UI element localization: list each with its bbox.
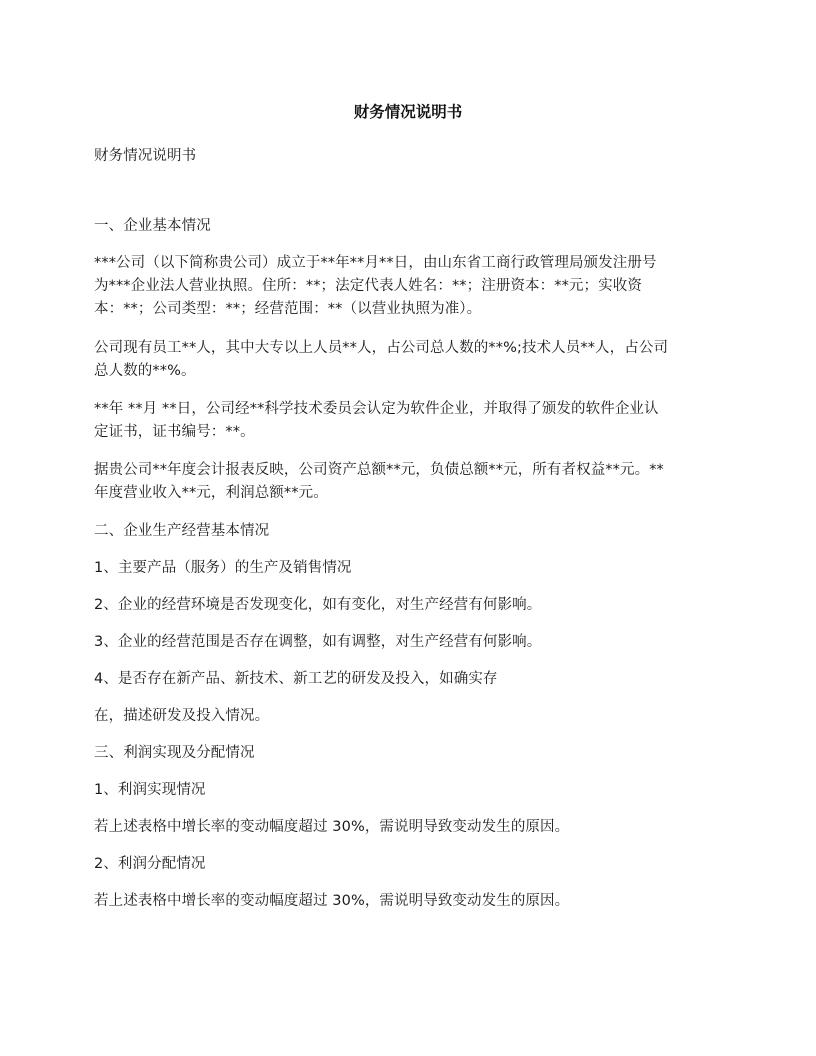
paragraph-line: 定证书，证书编号：**。 [94,424,255,440]
paragraph-line: 若上述表格中增长率的变动幅度超过 30%，需说明导致变动发生的原因。 [94,819,570,835]
paragraph-line: 公司现有员工**人，其中大专以上人员**人，占公司总人数的**%;技术人员**人，占公司 [94,340,669,356]
paragraph-line: 年度营业收入**元，利润总额**元。 [94,485,328,501]
document-subtitle: 财务情况说明书 [94,148,197,164]
document-title: 财务情况说明书 [353,103,463,121]
list-item: 2、企业的经营环境是否发现变化，如有变化，对生产经营有何影响。 [94,597,542,613]
list-item: 4、是否存在新产品、新技术、新工艺的研发及投入，如确实存 [94,671,498,687]
section-heading-profit: 三、利润实现及分配情况 [94,745,255,761]
paragraph-line: 总人数的**%。 [94,363,196,379]
section-heading-operations: 二、企业生产经营基本情况 [94,523,270,539]
paragraph-line: 为***企业法人营业执照。住所：**；法定代表人姓名：**；注册资本：**元；实收资 [94,278,642,294]
list-item: 2、利润分配情况 [94,856,206,872]
paragraph-line: ***公司（以下简称贵公司）成立于**年**月**日，由山东省工商行政管理局颁发注册号 [94,255,657,271]
paragraph-line: 若上述表格中增长率的变动幅度超过 30%，需说明导致变动发生的原因。 [94,893,570,909]
paragraph-line: **年 **月 **日，公司经**科学技术委员会认定为软件企业，并取得了颁发的软件企业认 [94,401,659,417]
list-item: 在，描述研发及投入情况。 [94,708,270,724]
paragraph-line: 据贵公司**年度会计报表反映，公司资产总额**元，负债总额**元，所有者权益**元。** [94,462,664,478]
section-heading-basic-info: 一、企业基本情况 [94,218,211,234]
list-item: 1、主要产品（服务）的生产及销售情况 [94,560,352,576]
list-item: 1、利润实现情况 [94,782,206,798]
list-item: 3、企业的经营范围是否存在调整，如有调整，对生产经营有何影响。 [94,634,542,650]
paragraph-line: 本：**；公司类型：**；经营范围：**（以营业执照为准）。 [94,301,482,317]
